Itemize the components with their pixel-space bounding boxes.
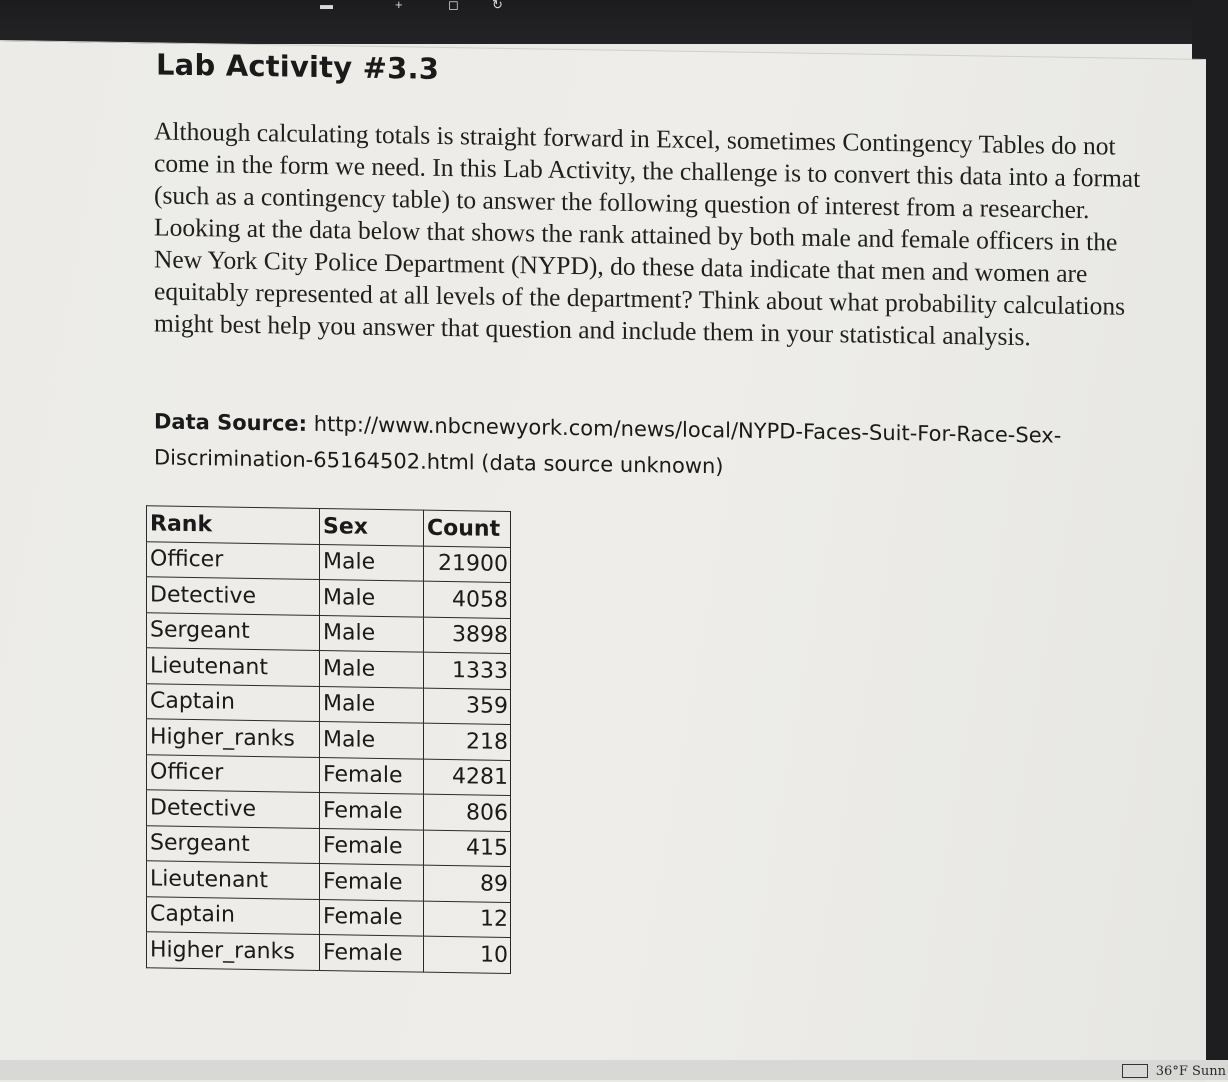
sex-cell: Male bbox=[320, 722, 424, 759]
header-count: Count bbox=[424, 510, 511, 547]
refresh-icon: ↻ bbox=[492, 0, 503, 12]
sex-cell: Female bbox=[320, 757, 424, 794]
table-row bbox=[147, 541, 511, 582]
table-row bbox=[147, 719, 511, 760]
toolbar-glyph-icon: ▬ bbox=[320, 0, 333, 12]
data-source bbox=[154, 403, 1114, 490]
page-title: Lab Activity #3.3 bbox=[156, 47, 440, 86]
table-row bbox=[147, 754, 511, 795]
count-cell: 218 bbox=[424, 723, 511, 760]
table-row bbox=[147, 648, 511, 689]
table-row bbox=[147, 896, 511, 937]
count-cell: 89 bbox=[424, 865, 511, 902]
table-row bbox=[147, 683, 511, 724]
count-cell: 12 bbox=[424, 901, 511, 938]
count-cell: 806 bbox=[424, 794, 511, 831]
table-row bbox=[147, 790, 511, 831]
window-icon: ◻ bbox=[448, 0, 459, 12]
table-body bbox=[147, 541, 511, 973]
count-cell: 21900 bbox=[424, 546, 511, 583]
weather-widget[interactable] bbox=[1122, 1064, 1226, 1079]
rank-cell: Detective bbox=[147, 577, 320, 615]
table-row bbox=[147, 612, 511, 653]
count-cell: 10 bbox=[424, 936, 511, 973]
rank-cell: Captain bbox=[147, 896, 320, 934]
sex-cell: Male bbox=[320, 686, 424, 723]
count-cell: 3898 bbox=[424, 617, 511, 654]
data-source-label: Data Source: bbox=[154, 409, 308, 436]
header-sex: Sex bbox=[320, 509, 424, 546]
rank-cell: Higher_ranks bbox=[147, 719, 320, 757]
rank-cell: Lieutenant bbox=[147, 648, 320, 686]
rank-cell: Officer bbox=[147, 541, 320, 579]
rank-cell: Higher_ranks bbox=[147, 932, 320, 970]
rank-cell: Sergeant bbox=[147, 612, 320, 650]
sex-cell: Male bbox=[320, 615, 424, 652]
table-row bbox=[147, 577, 511, 618]
table-row bbox=[147, 932, 511, 973]
count-cell: 359 bbox=[424, 688, 511, 725]
sex-cell: Male bbox=[320, 651, 424, 688]
count-cell: 4058 bbox=[424, 581, 511, 618]
rank-cell: Officer bbox=[147, 754, 320, 792]
sex-cell: Female bbox=[320, 935, 424, 972]
sex-cell: Male bbox=[320, 544, 424, 581]
taskbar bbox=[0, 1060, 1228, 1080]
count-cell: 4281 bbox=[424, 759, 511, 796]
intro-paragraph: Although calculating totals is straight forward in Excel, sometimes Contingency Tables do not come in the form we need. In this Lab Activity, the challenge is to convert this data into a format (such as a contingency table) to answer the following question of interest from a researcher. Looking at the data below that shows the rank attained by both male and female officers in the New York City Police Department (NYPD), do these data indicate that men and women are equitably represented at all levels of the department? Think about what probability calculations might best help you answer that question and include them in your statistical analysis. bbox=[154, 116, 1141, 352]
plus-icon: + bbox=[395, 0, 403, 12]
table-row bbox=[147, 861, 511, 902]
count-cell: 415 bbox=[424, 830, 511, 867]
sex-cell: Female bbox=[320, 899, 424, 936]
rank-cell: Captain bbox=[147, 683, 320, 721]
header-rank: Rank bbox=[147, 506, 320, 544]
sex-cell: Female bbox=[320, 793, 424, 830]
rank-cell: Sergeant bbox=[147, 825, 320, 863]
toolbar-icons bbox=[320, 0, 530, 14]
top-bezel bbox=[0, 0, 1228, 44]
sex-cell: Female bbox=[320, 864, 424, 901]
weather-text: 36°F Sunn bbox=[1155, 1064, 1226, 1079]
rank-cell: Detective bbox=[147, 790, 320, 828]
sex-cell: Male bbox=[320, 580, 424, 617]
table-header-row bbox=[147, 506, 511, 547]
weather-icon bbox=[1122, 1064, 1148, 1078]
table-row bbox=[147, 825, 511, 866]
count-cell: 1333 bbox=[424, 652, 511, 689]
rank-cell: Lieutenant bbox=[147, 861, 320, 899]
sex-cell: Female bbox=[320, 828, 424, 865]
data-source-text: http://www.nbcnewyork.com/news/local/NYPD-Faces-Suit-For-Race-Sex-Discrimination-65164502.html (data source unknown) bbox=[154, 411, 1062, 479]
document-page bbox=[0, 40, 1206, 1082]
rank-sex-count-table bbox=[146, 505, 511, 973]
